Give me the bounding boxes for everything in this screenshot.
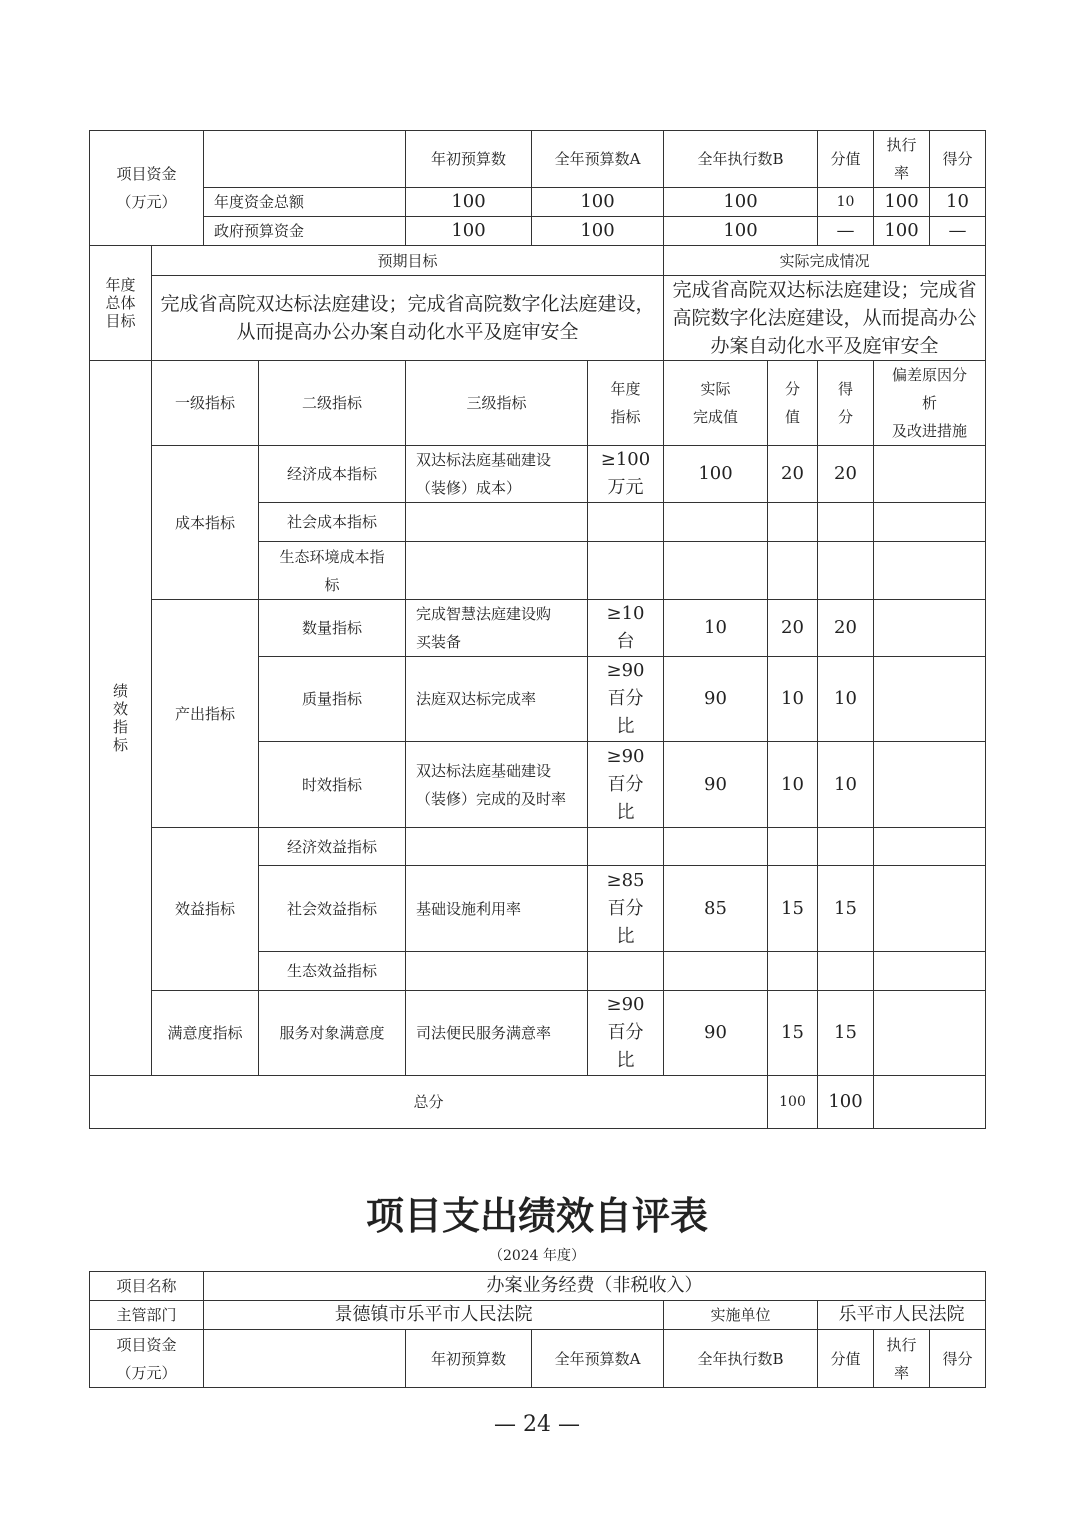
indicator-score: 10 [767,741,818,828]
indicator-target [587,502,664,542]
indicator-l3: 法庭双达标完成率 [405,656,588,742]
funds-value: 100 [663,187,818,217]
indicator-deviation [873,502,986,542]
indicator-actual: 85 [663,865,768,952]
indicator-l3 [405,827,588,866]
indicator-l3 [405,502,588,542]
indicator-l3: 完成智慧法庭建设购 买装备 [405,599,588,657]
total-score: 100 [767,1075,818,1129]
indicator-group: 满意度指标 [151,990,259,1076]
indicator-target: ≥90 百分 比 [587,741,664,828]
indicator-got: 20 [817,445,874,503]
indicator-deviation [873,445,986,503]
indicator-score: 20 [767,445,818,503]
funds-value: 10 [817,187,874,217]
indicator-l2: 数量指标 [258,599,406,657]
indicator-deviation [873,599,986,657]
indicator-score: 15 [767,990,818,1076]
funds-header-2: 全年执行数B [663,1329,818,1388]
expected-goal-header: 预期目标 [151,245,664,276]
indicator-target [587,541,664,600]
document-title: 项目支出绩效自评表 [365,1193,708,1238]
project-name-label: 项目名称 [89,1271,204,1301]
indicators-label: 绩 效 指 标 [89,360,152,1076]
indicator-score [767,502,818,542]
indicator-got: 20 [817,599,874,657]
indicator-header: 二级指标 [258,360,406,446]
funds-header: 全年预算数A [531,130,664,188]
funds-label: 项目资金 （万元） [89,130,204,246]
goals-label: 年度 总体 目标 [89,245,152,361]
actual-goal-header: 实际完成情况 [663,245,986,276]
total-label: 总分 [89,1075,768,1129]
indicator-header: 三级指标 [405,360,588,446]
indicator-l2: 生态效益指标 [258,951,406,991]
indicator-target [587,951,664,991]
indicator-score [767,827,818,866]
indicator-deviation [873,951,986,991]
indicator-target [587,827,664,866]
project-name-value: 办案业务经费（非税收入） [203,1271,986,1301]
indicator-score [767,951,818,991]
indicator-score [767,541,818,600]
funds-header: 年初预算数 [405,130,532,188]
indicator-got [817,951,874,991]
unit-label: 实施单位 [663,1300,818,1330]
indicator-actual [663,827,768,866]
funds-value: 100 [873,187,930,217]
funds-header-2: 分值 [817,1329,874,1388]
indicator-l2: 社会成本指标 [258,502,406,542]
indicator-l2: 经济效益指标 [258,827,406,866]
indicator-actual: 90 [663,656,768,742]
indicator-deviation [873,827,986,866]
funds-row-name: 年度资金总额 [203,187,406,217]
indicator-l2: 社会效益指标 [258,865,406,952]
indicator-actual: 90 [663,741,768,828]
indicator-target: ≥90 百分 比 [587,656,664,742]
funds-header: 执行 率 [873,130,930,188]
funds-value: 100 [405,187,532,217]
page-number: — 24 — [494,1412,580,1437]
indicator-l3: 司法便民服务满意率 [405,990,588,1076]
total-got: 100 [817,1075,874,1129]
dept-value: 景德镇市乐平市人民法院 [203,1300,664,1330]
funds-value: 10 [929,187,986,217]
indicator-deviation [873,741,986,828]
funds-header-2: 年初预算数 [405,1329,532,1388]
indicator-got: 10 [817,741,874,828]
indicator-got: 15 [817,865,874,952]
actual-goal: 完成省高院双达标法庭建设；完成省高院数字化法庭建设，从而提高办公办案自动化水平及庭审安全 [663,275,986,361]
funds-value: 100 [531,187,664,217]
indicator-l2: 生态环境成本指 标 [258,541,406,600]
funds-header: 得分 [929,130,986,188]
dept-label: 主管部门 [89,1300,204,1330]
indicator-got: 15 [817,990,874,1076]
total-blank [873,1075,986,1129]
funds-label-2: 项目资金 （万元） [89,1329,204,1388]
indicator-group: 成本指标 [151,445,259,600]
funds-header-2: 执行 率 [873,1329,930,1388]
indicator-header: 分 值 [767,360,818,446]
indicator-score: 20 [767,599,818,657]
funds-header: 全年执行数B [663,130,818,188]
indicator-actual: 10 [663,599,768,657]
indicator-l3 [405,541,588,600]
indicator-got [817,541,874,600]
funds-header-2: 全年预算数A [531,1329,664,1388]
funds-value: 100 [531,216,664,246]
indicator-target: ≥10 台 [587,599,664,657]
indicator-target: ≥85 百分 比 [587,865,664,952]
funds-value: — [929,216,986,246]
indicator-l3 [405,951,588,991]
indicator-actual: 100 [663,445,768,503]
funds-value: 100 [405,216,532,246]
indicator-deviation [873,541,986,600]
indicator-l3: 双达标法庭基础建设 （装修）完成的及时率 [405,741,588,828]
indicator-header: 偏差原因分 析 及改进措施 [873,360,986,446]
indicator-l2: 质量指标 [258,656,406,742]
indicator-deviation [873,656,986,742]
indicator-target: ≥100 万元 [587,445,664,503]
indicator-group: 效益指标 [151,827,259,991]
indicator-got [817,827,874,866]
funds-header: 分值 [817,130,874,188]
indicator-header: 年度 指标 [587,360,664,446]
indicator-deviation [873,865,986,952]
indicator-header: 一级指标 [151,360,259,446]
indicator-l3: 基础设施利用率 [405,865,588,952]
funds-value: 100 [663,216,818,246]
expected-goal: 完成省高院双达标法庭建设；完成省高院数字化法庭建设，从而提高办公办案自动化水平及庭审安全 [151,275,664,361]
year-label: （2024 年度） [488,1248,586,1264]
indicator-actual [663,502,768,542]
indicator-actual [663,541,768,600]
indicator-actual [663,951,768,991]
unit-value: 乐平市人民法院 [817,1300,986,1330]
indicator-got [817,502,874,542]
indicator-l2: 时效指标 [258,741,406,828]
funds-header-blank [203,130,406,188]
indicator-group: 产出指标 [151,599,259,828]
funds-value: 100 [873,216,930,246]
indicator-score: 10 [767,656,818,742]
indicator-actual: 90 [663,990,768,1076]
funds-header-blank-2 [203,1329,406,1388]
funds-value: — [817,216,874,246]
indicator-deviation [873,990,986,1076]
funds-row-name: 政府预算资金 [203,216,406,246]
indicator-l2: 经济成本指标 [258,445,406,503]
indicator-header: 实际 完成值 [663,360,768,446]
funds-header-2: 得分 [929,1329,986,1388]
indicator-l2: 服务对象满意度 [258,990,406,1076]
indicator-score: 15 [767,865,818,952]
indicator-l3: 双达标法庭基础建设 （装修）成本） [405,445,588,503]
indicator-header: 得 分 [817,360,874,446]
indicator-got: 10 [817,656,874,742]
indicator-target: ≥90 百分 比 [587,990,664,1076]
